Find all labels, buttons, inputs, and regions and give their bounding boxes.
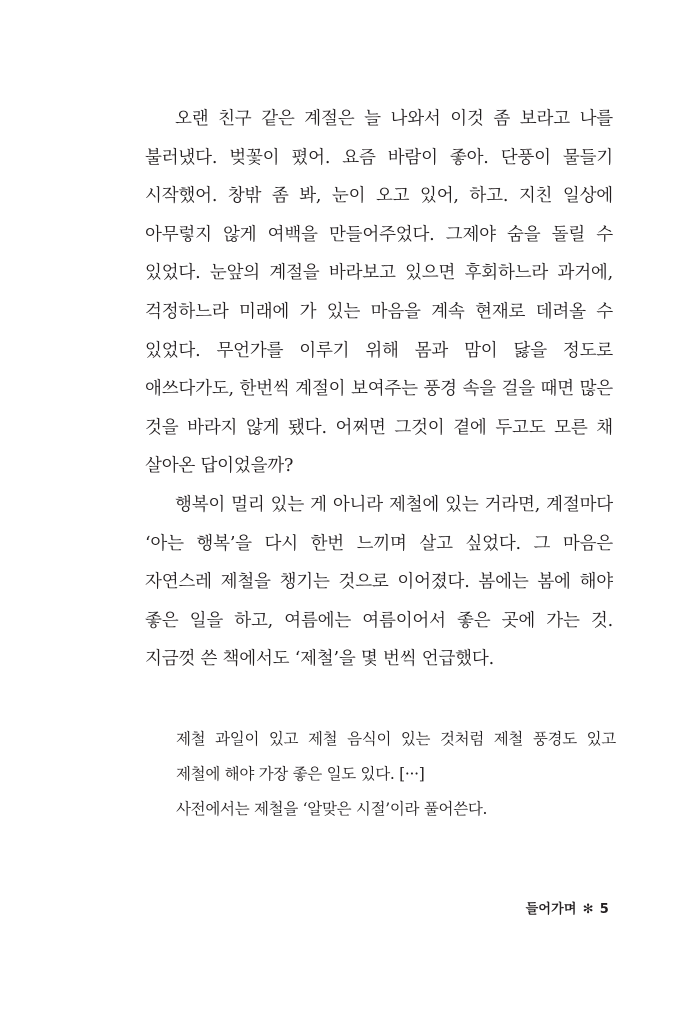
section-title: 들어가며 bbox=[525, 902, 577, 917]
block-quote bbox=[176, 722, 616, 827]
body-text bbox=[145, 100, 613, 679]
paragraph: 행복이 멀리 있는 게 아니라 제철에 있는 거라면, 계절마다 ‘아는 행복’을 다시 한번 느끼며 살고 싶었다. 그 마음은 자연스레 제철을 챙기는 것으로 이어졌다. 봄에는 봄에 해야 좋은 일을 하고, 여름에는 여름이어서 좋은 곳에 가는 것. 지금껏 쓴 책에서도 ‘제철’을 몇 번씩 언급했다. bbox=[145, 494, 613, 670]
page-number: 5 bbox=[599, 902, 609, 917]
paragraph: 오랜 친구 같은 계절은 늘 나와서 이것 좀 보라고 나를 불러냈다. 벚꽃이 폈어. 요즘 바람이 좋아. 단풍이 물들기 시작했어. 창밖 좀 봐, 눈이 오고 있어, 하고. 지친 일상에 아무렇지 않게 여백을 만들어주었다. 그제야 숨을 돌릴 수 있었다. 눈앞의 계절을 바라보고 있으면 후회하느라 과거에, 걱정하느라 미래에 가 있는 마음을 계속 현재로 데려올 수 있었다. 무언가를 이루기 위해 몸과 맘이 닳을 정도로 애쓰다가도, 한번씩 계절이 보여주는 풍경 속을 걸을 때면 많은 것을 바라지 않게 됐다. 어쩌면 그것이 곁에 두고도 모른 채 살아온 답이었을까? bbox=[145, 109, 613, 477]
page-footer bbox=[526, 898, 609, 917]
quote-line: 사전에서는 제철을 ‘알맞은 시절’이라 풀어쓴다. bbox=[176, 800, 488, 818]
separator-icon: ✻ bbox=[582, 902, 594, 917]
quote-line: 제철 과일이 있고 제철 음식이 있는 것처럼 제철 풍경도 있고 제철에 해야 가장 좋은 일도 있다. [···] bbox=[176, 730, 616, 783]
